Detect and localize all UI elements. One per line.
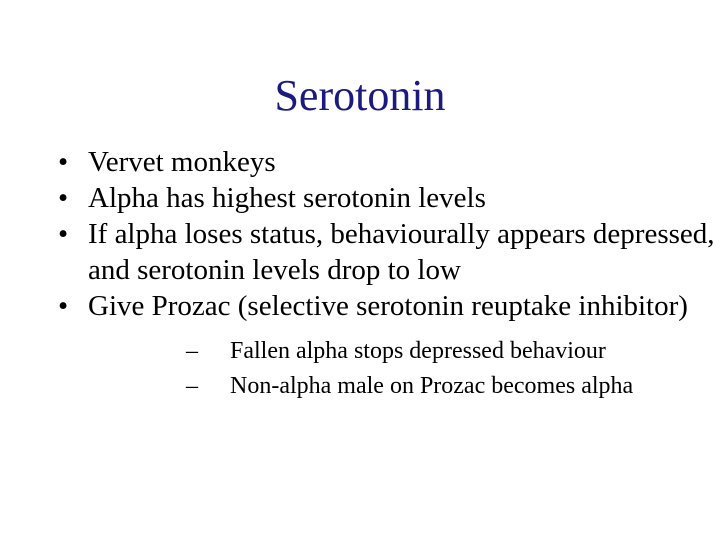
bullet-text: If alpha loses status, behaviourally appears depressed, and serotonin levels drop to low [88, 218, 715, 286]
bullet-text: Alpha has highest serotonin levels [88, 182, 486, 214]
sub-bullet-item [88, 369, 720, 404]
bullet-marker: • [58, 182, 69, 214]
bullet-item [0, 180, 720, 216]
sub-bullet-list [88, 334, 720, 404]
bullet-marker: • [58, 290, 69, 322]
bullet-text: Give Prozac (selective serotonin reuptake inhibitor) [88, 290, 688, 322]
sub-bullet-item [88, 334, 720, 369]
slide-title: Serotonin [274, 71, 446, 120]
sub-bullet-text: Non-alpha male on Prozac becomes alpha [230, 373, 634, 399]
bullet-item [0, 216, 720, 288]
sub-bullet-text: Fallen alpha stops depressed behaviour [230, 338, 606, 364]
bullet-text: Vervet monkeys [88, 146, 276, 178]
bullet-item [0, 144, 720, 180]
bullet-item [0, 288, 720, 404]
bullet-list [0, 144, 720, 404]
sub-bullet-marker: – [186, 338, 198, 364]
sub-bullet-marker: – [186, 373, 198, 399]
bullet-marker: • [58, 218, 69, 250]
bullet-marker: • [58, 146, 69, 178]
